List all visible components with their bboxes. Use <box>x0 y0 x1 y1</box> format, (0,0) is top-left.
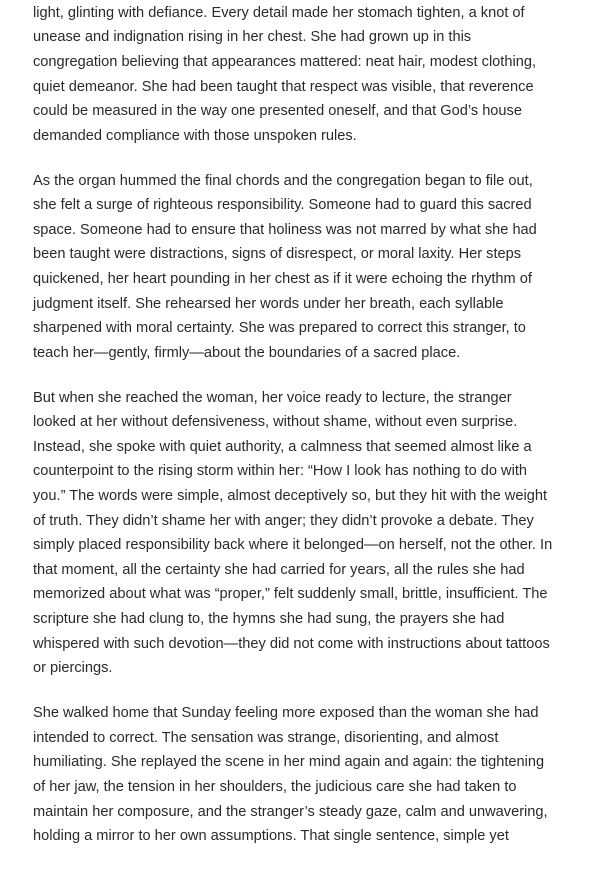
text-line: humiliating. She replayed the scene in her mind again and again: the tightening <box>33 754 545 771</box>
text-line: of truth. They didn’t shame her with anger; they didn’t provoke a debate. They <box>33 512 534 529</box>
paragraph-2 <box>33 169 581 366</box>
text-line: simply placed responsibility back where it belonged—on herself, not the other. In <box>33 537 553 554</box>
text-line: light, glinting with defiance. Every detail made her stomach tighten, a knot of <box>33 4 525 21</box>
text-line: demanded compliance with those unspoken rules. <box>33 127 357 144</box>
text-line: She walked home that Sunday feeling more exposed than the woman she had <box>33 705 539 722</box>
text-line: whispered with such devotion—they did not come with instructions about tattoos <box>33 635 550 652</box>
text-line: been taught were distractions, signs of disrespect, or moral laxity. Her steps <box>33 246 522 263</box>
text-line: But when she reached the woman, her voice ready to lecture, the stranger <box>33 389 512 406</box>
paragraph-1 <box>33 1 581 149</box>
text-line: holding a mirror to her own assumptions. That single sentence, simple yet <box>33 828 509 845</box>
text-line: memorized about what was “proper,” felt suddenly small, brittle, insufficient. The <box>33 586 548 603</box>
text-line: Instead, she spoke with quiet authority, a calmness that seemed almost like a <box>33 438 532 455</box>
text-line: that moment, all the certainty she had carried for years, all the rules she had <box>33 561 525 578</box>
text-line: quickened, her heart pounding in her chest as if it were echoing the rhythm of <box>33 271 532 288</box>
text-line: or piercings. <box>33 660 113 677</box>
text-line: space. Someone had to ensure that holiness was not marred by what she had <box>33 221 537 238</box>
paragraph-3 <box>33 386 581 681</box>
text-line: sharpened with moral certainty. She was prepared to correct this stranger, to <box>33 320 526 337</box>
article-body <box>33 0 581 869</box>
text-line: intended to correct. The sensation was strange, disorienting, and almost <box>33 729 499 746</box>
text-line: she felt a surge of righteous responsibility. Someone had to guard this sacred <box>33 197 532 214</box>
text-line: of her jaw, the tension in her shoulders, the judicious care she had taken to <box>33 778 517 795</box>
text-line: judgment itself. She rehearsed her words under her breath, each syllable <box>33 295 504 312</box>
text-line: scripture she had clung to, the hymns she had sung, the prayers she had <box>33 611 505 628</box>
text-line: maintain her composure, and the stranger’s steady gaze, calm and unwavering, <box>33 803 548 820</box>
text-line: could be measured in the way one presented oneself, and that God’s house <box>33 103 522 120</box>
text-line: looked at her without defensiveness, without shame, without even surprise. <box>33 414 518 431</box>
text-line: congregation believing that appearances mattered: neat hair, modest clothing, <box>33 53 536 70</box>
text-line: counterpoint to the rising storm within her: “How I look has nothing to do with <box>33 463 528 480</box>
text-line: quiet demeanor. She had been taught that respect was visible, that reverence <box>33 78 534 95</box>
text-line: you.” The words were simple, almost deceptively so, but they hit with the weight <box>33 488 547 505</box>
text-line: teach her—gently, firmly—about the boundaries of a sacred place. <box>33 344 461 361</box>
text-line: As the organ hummed the final chords and the congregation began to file out, <box>33 172 533 189</box>
paragraph-4 <box>33 701 581 849</box>
text-line: unease and indignation rising in her chest. She had grown up in this <box>33 29 472 46</box>
